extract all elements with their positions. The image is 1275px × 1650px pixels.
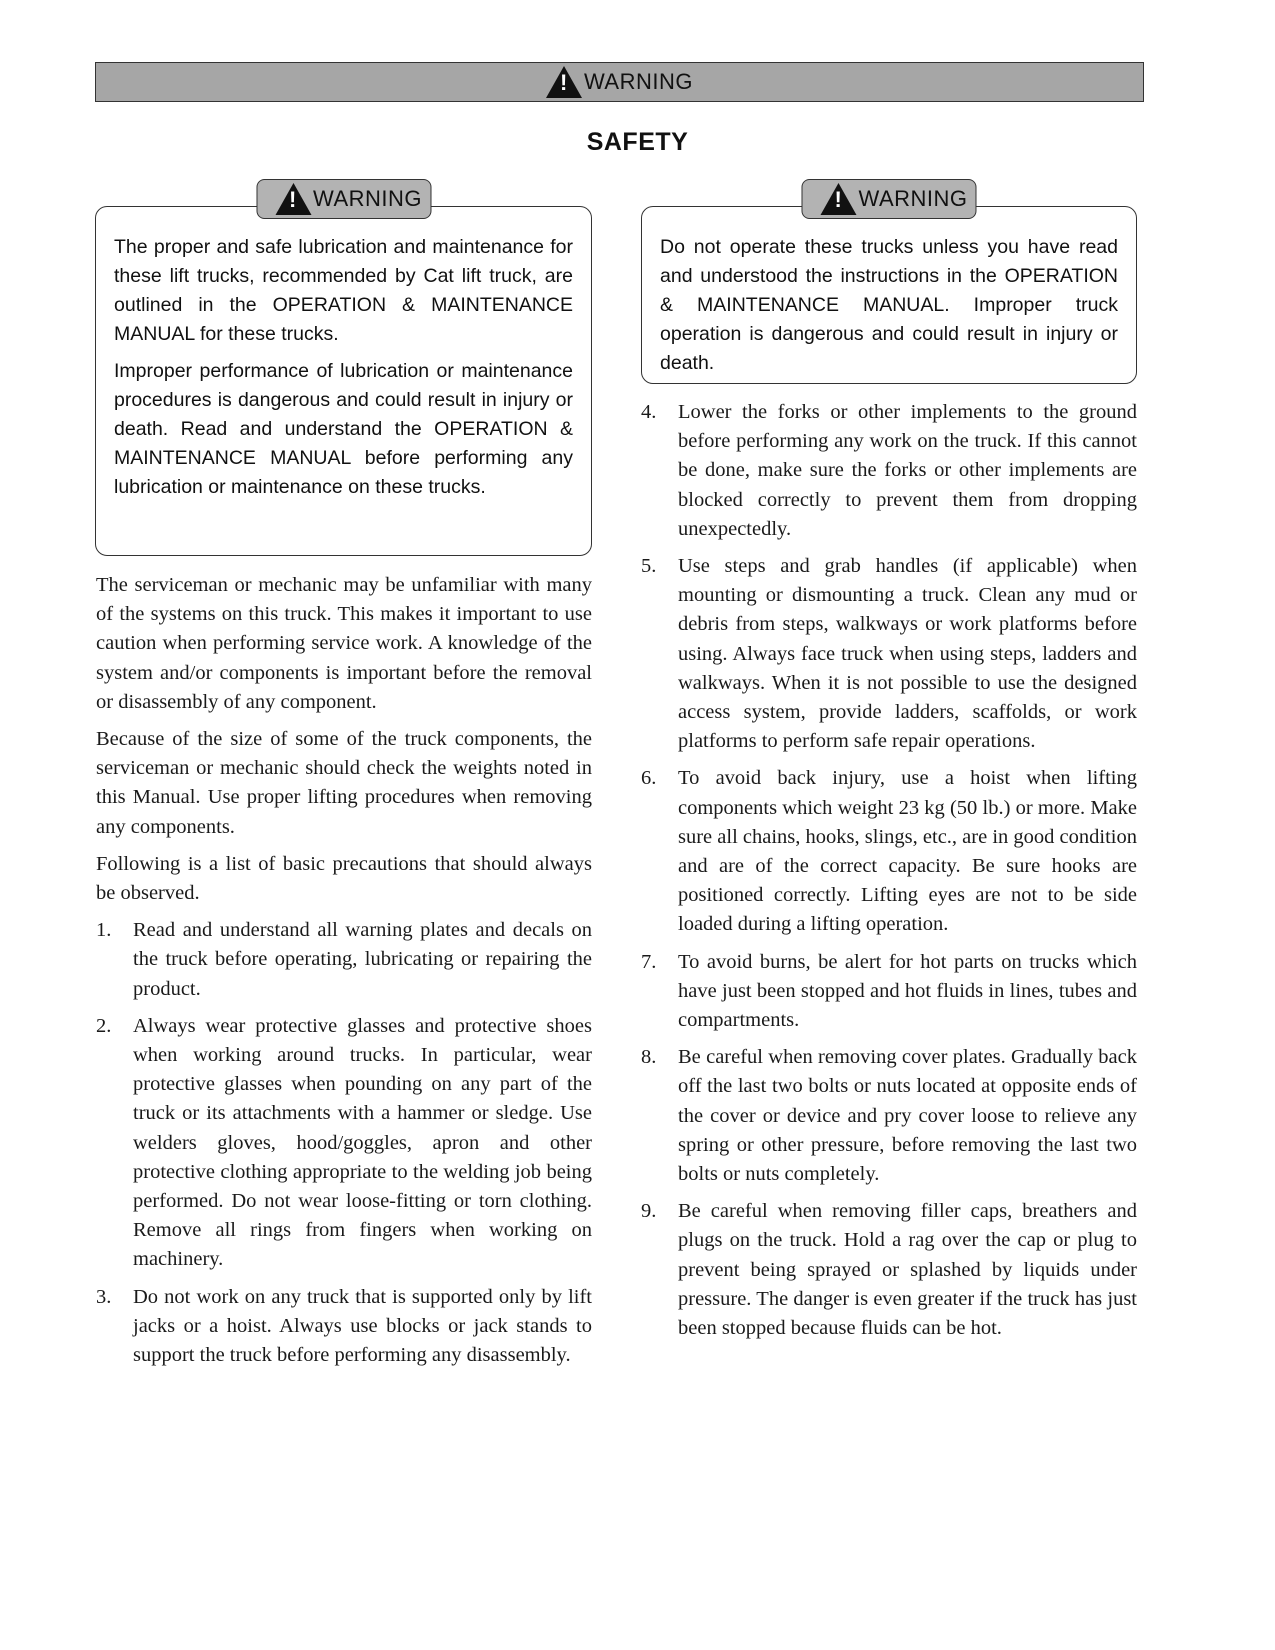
warning-tag [801,179,976,219]
list-number: 7. [641,950,657,973]
warning-tag-label: WARNING [312,186,423,211]
list-number: 4. [641,401,657,423]
list-text: Be careful when removing filler caps, breathers and plugs on the truck. Hold a rag over the cap or plug to prevent being sprayed or splashed by liquids under pressure. The danger is even greater if the truck has just been stopped because fluids can be hot. [678,1200,1137,1340]
warning-paragraph: Do not operate these trucks unless you have read and understood the instructions in the OPERATION & MAINTENANCE MANUAL. Improper truck operation is dangerous and could result in injury or death. [660,236,1118,374]
list-text: Always wear protective glasses and protective shoes when working around trucks. In particular, wear protective glasses when pounding on any part of the truck or its attachments with a hammer or sledge. Use welders gloves, hood/goggles, apron and other protective clothing appropriate to the welding job being performed. Do not wear loose-fitting or torn clothing. Remove all rings from fingers when working on machinery. [133,1014,592,1271]
top-warning-banner [95,62,1144,102]
left-warning-box [95,186,592,556]
list-item [96,1283,592,1371]
warning-tag-label: WARNING [858,186,968,211]
right-column [641,398,1137,1351]
list-item [641,948,1137,1036]
list-text: Read and understand all warning plates and decals on the truck before operating, lubricating or repairing the product. [133,919,592,1000]
list-text: Do not work on any truck that is supported only by lift jacks or a hoist. Always use blocks or jack stands to support the truck before performing any disassembly. [133,1285,592,1367]
list-item [641,764,1137,939]
list-text: To avoid back injury, use a hoist when lifting components which weight 23 kg (50 lb.) or more. Make sure all chains, hooks, slings, etc., are in good condition and are of the correct capacity. Be sure hooks are positioned correctly. Lifting eyes are not to be side loaded during a lifting operation. [678,767,1137,936]
warning-triangle-icon [820,183,856,215]
left-column [96,571,592,1378]
list-number: 3. [96,1285,112,1308]
list-number: 8. [641,1046,657,1069]
list-item [641,552,1137,756]
list-item [641,1043,1137,1189]
warning-paragraph: The proper and safe lubrication and maintenance for these lift trucks, recommended by Cat lift truck, are outlined in the OPERATION & MAINTENANCE MANUAL for these trucks. [114,236,573,345]
warning-paragraph: Improper performance of lubrication or maintenance procedures is dangerous and could result in injury or death. Read and understand the OPERATION & MAINTENANCE MANUAL before performing any lubrication or maintenance on these trucks. [114,360,573,498]
warning-triangle-icon [275,183,311,215]
list-item [96,916,592,1004]
intro-paragraph: Following is a list of basic precautions that should always be observed. [96,852,592,905]
intro-paragraph: The serviceman or mechanic may be unfamiliar with many of the systems on this truck. This makes it important to use caution when performing service work. A knowledge of the system and/or components is important before the removal or disassembly of any component. [96,574,592,713]
list-text: Use steps and grab handles (if applicable) when mounting or dismounting a truck. Clean any mud or debris from steps, walkways or work platforms before using. Always face truck when using steps, ladders and walkways. When it is not possible to use the designed access system, provide ladders, scaffolds, or work platforms to perform safe repair operations. [678,555,1137,753]
list-number: 5. [641,555,657,578]
list-number: 1. [96,919,112,942]
list-text: Be careful when removing cover plates. Gradually back off the last two bolts or nuts located at opposite ends of the cover or device and pry cover loose to relieve any spring or other pressure, before removing the last two bolts or nuts completely. [678,1046,1137,1186]
warning-triangle-icon [546,66,582,98]
list-number: 6. [641,767,657,790]
banner-label: WARNING [583,69,693,94]
page-title: SAFETY [586,128,689,156]
intro-paragraph: Because of the size of some of the truck components, the serviceman or mechanic should check the weights noted in this Manual. Use proper lifting procedures when removing any components. [96,728,592,838]
warning-tag [256,179,431,219]
list-item [641,398,1137,544]
list-number: 9. [641,1200,657,1223]
right-warning-box [641,186,1137,384]
list-text: To avoid burns, be alert for hot parts on trucks which have just been stopped and hot fluids in lines, tubes and compartments. [678,950,1137,1032]
list-item [96,1012,592,1275]
list-number: 2. [96,1014,112,1037]
list-text: Lower the forks or other implements to the ground before performing any work on the truck. If this cannot be done, make sure the forks or other implements are blocked correctly to prevent them from dropping unexpectedly. [678,401,1137,540]
list-item [641,1197,1137,1343]
